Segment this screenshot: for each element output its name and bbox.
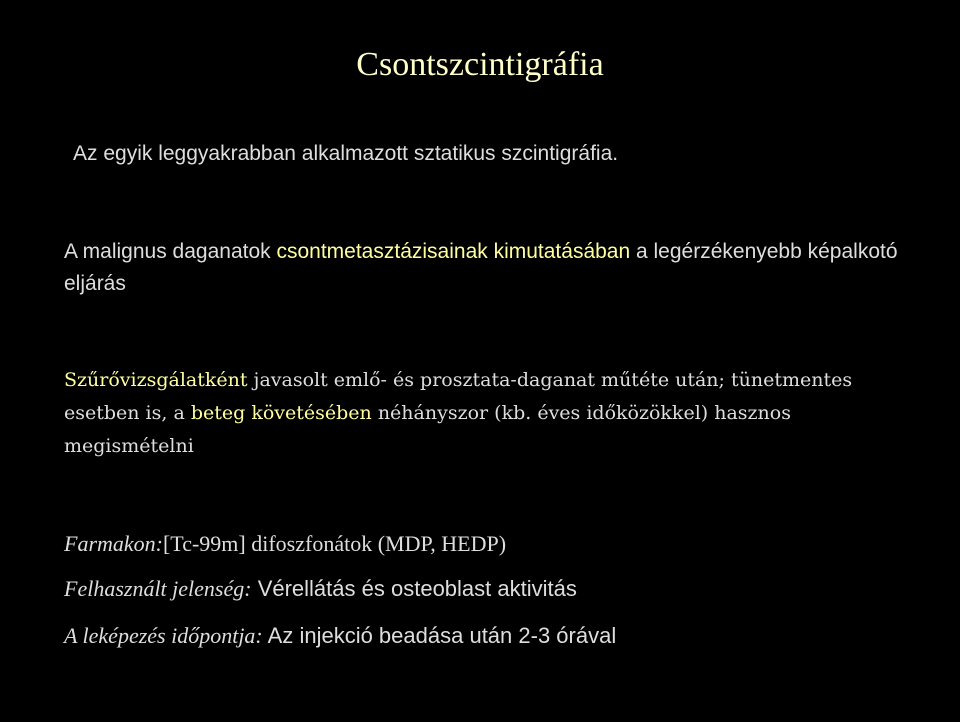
- malignus-highlight: csontmetasztázisainak kimutatásában: [276, 240, 631, 263]
- szures-after: néhányszor (kb. éves időközökkel) hasznos megismételni: [64, 402, 791, 457]
- idopont-label: A leképezés időpontja:: [64, 623, 263, 648]
- malignus-before: A malignus daganatok: [64, 240, 277, 263]
- jelenseg-label: Felhasznált jelenség:: [64, 576, 252, 601]
- intro-text: Az egyik leggyakrabban alkalmazott sztatikus szcintigráfia.: [73, 142, 619, 165]
- szures-highlight-1: Szűrővizsgálatként: [64, 369, 248, 391]
- szures-middle: javasolt emlő- és prosztata-daganat műtéte után; tünetmentes esetben is, a: [64, 369, 853, 424]
- szures-paragraph: [64, 364, 924, 463]
- slide-title: Csontszcintigráfia: [356, 46, 604, 83]
- malignus-paragraph: [64, 236, 924, 300]
- jelenseg-value: Vérellátás és osteoblast aktivitás: [251, 576, 577, 601]
- malignus-after: a legérzékenyebb képalkotó eljárás: [64, 240, 898, 295]
- farmakon-line: [64, 527, 944, 561]
- szures-highlight-2: beteg követésében: [190, 402, 372, 424]
- jelenseg-line: [64, 573, 944, 606]
- farmakon-label: Farmakon:: [64, 531, 163, 556]
- farmakon-value: [Tc-99m] difoszfonátok (MDP, HEDP): [162, 531, 507, 556]
- idopont-value: Az injekció beadása után 2-3 órával: [262, 623, 617, 648]
- idopont-line: [64, 620, 944, 653]
